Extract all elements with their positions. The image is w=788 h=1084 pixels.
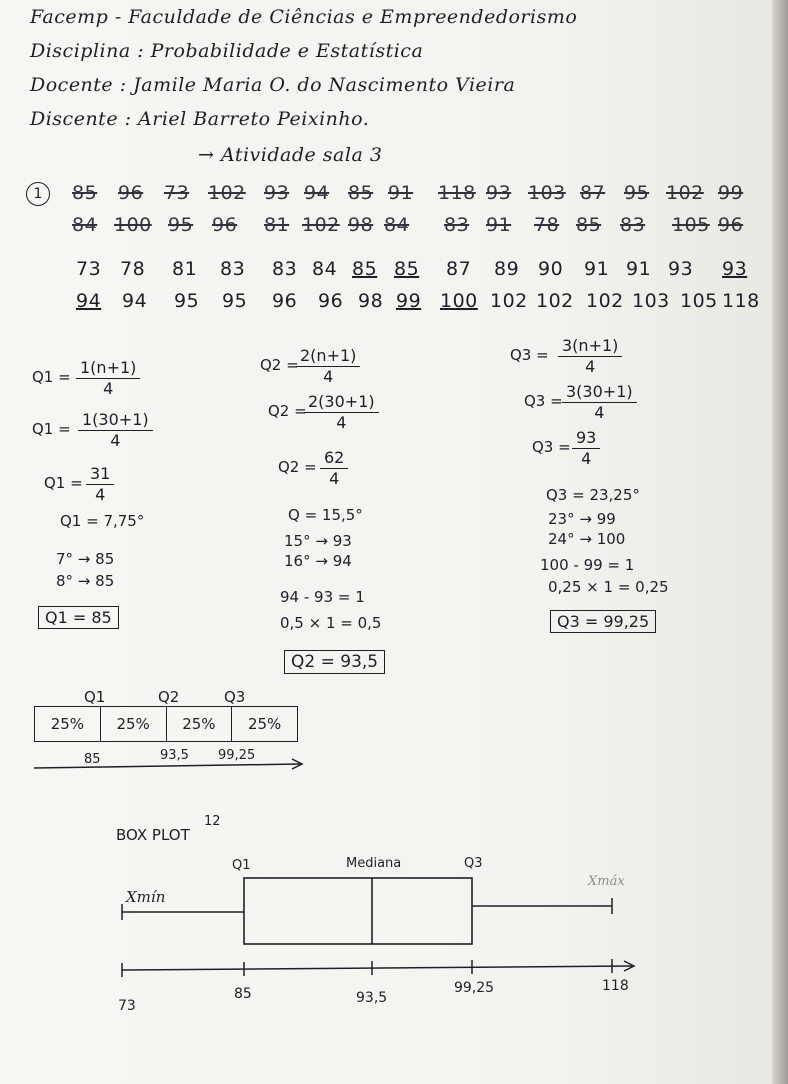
sorted-value: 98 <box>358 290 384 312</box>
q3-pos-23: 23° → 99 <box>548 510 616 528</box>
boxplot-box <box>244 878 472 944</box>
header-discipline: Disciplina : Probabilidade e Estatística <box>30 40 424 62</box>
raw-value: 85 <box>576 214 602 236</box>
raw-value: 103 <box>528 182 566 204</box>
q1-formula-fraction: $\frac{1(n+1)}{4}$ <box>76 358 140 398</box>
sorted-value: 103 <box>632 290 670 312</box>
header-teacher: Docente : Jamile Maria O. do Nascimento Vieira <box>30 74 516 96</box>
header-student: Discente : Ariel Barreto Peixinho. <box>30 108 370 130</box>
q1-result: Q1 = 85 <box>38 606 119 629</box>
raw-value: 96 <box>118 182 144 204</box>
q2-substitution-lhs: Q2 = <box>268 402 307 420</box>
boxplot-title: BOX PLOT <box>116 826 190 844</box>
table-value-q3: 99,25 <box>218 748 256 763</box>
sorted-value: 91 <box>626 258 652 280</box>
table-label-q3: Q3 <box>224 688 246 706</box>
raw-value: 78 <box>534 214 560 236</box>
boxplot-label-xmin: Xmín <box>126 888 166 906</box>
sorted-value: 95 <box>174 290 200 312</box>
raw-value: 96 <box>718 214 744 236</box>
raw-value: 100 <box>114 214 152 236</box>
sorted-value: 83 <box>272 258 298 280</box>
boxplot-tick-label: 93,5 <box>356 990 388 1006</box>
sorted-value: 83 <box>220 258 246 280</box>
raw-value: 91 <box>388 182 414 204</box>
q2-result: Q2 = 93,5 <box>284 650 385 674</box>
q2-pos-16: 16° → 94 <box>284 552 352 570</box>
table-label-q2: Q2 <box>158 688 180 706</box>
q3-formula-fraction: $\frac{3(n+1)}{4}$ <box>558 336 622 376</box>
activity-title: → Atividade sala 3 <box>198 144 383 166</box>
raw-value: 95 <box>168 214 194 236</box>
q1-position: Q1 = 7,75° <box>60 512 145 530</box>
q1-substitution-lhs: Q1 = <box>32 420 71 438</box>
sorted-value: 93 <box>722 258 748 280</box>
raw-value: 102 <box>208 182 246 204</box>
sorted-value: 102 <box>586 290 624 312</box>
q3-result: Q3 = 99,25 <box>550 610 656 633</box>
table-value-q2: 93,5 <box>160 748 189 763</box>
table-cell: 25% <box>35 707 101 741</box>
q2-substitution-fraction: $\frac{2(30+1)}{4}$ <box>304 392 379 432</box>
q2-position: Q = 15,5° <box>288 506 363 524</box>
sorted-value: 102 <box>536 290 574 312</box>
table-value-q1: 85 <box>84 752 101 767</box>
boxplot-tick-label: 99,25 <box>454 980 495 996</box>
sorted-value: 84 <box>312 258 338 280</box>
raw-value: 91 <box>486 214 512 236</box>
table-cell: 25% <box>247 715 282 733</box>
raw-value: 73 <box>164 182 190 204</box>
q3-simplified-fraction: $\frac{93}{4}$ <box>572 428 600 468</box>
q1-pos-7: 7° → 85 <box>56 550 115 568</box>
raw-value: 105 <box>672 214 710 236</box>
sorted-value: 118 <box>722 290 760 312</box>
raw-value: 102 <box>302 214 340 236</box>
q3-substitution-lhs: Q3 = <box>524 392 563 410</box>
q2-product: 0,5 × 1 = 0,5 <box>280 614 382 632</box>
sorted-value: 105 <box>680 290 718 312</box>
q1-simplified-lhs: Q1 = <box>44 474 83 492</box>
raw-value: 84 <box>72 214 98 236</box>
question-number: 1 <box>26 182 50 206</box>
sorted-value: 73 <box>76 258 102 280</box>
raw-value: 83 <box>620 214 646 236</box>
sorted-value: 87 <box>446 258 472 280</box>
q1-formula-lhs: Q1 = <box>32 368 71 386</box>
boxplot-axis <box>122 966 632 970</box>
sorted-value: 81 <box>172 258 198 280</box>
raw-value: 93 <box>486 182 512 204</box>
sorted-value: 100 <box>440 290 478 312</box>
table-cell: 25% <box>167 707 233 741</box>
raw-value: 118 <box>438 182 476 204</box>
sorted-value: 85 <box>352 258 378 280</box>
boxplot-label-q3: Q3 <box>464 856 483 871</box>
sorted-value: 95 <box>222 290 248 312</box>
sorted-value: 90 <box>538 258 564 280</box>
sorted-value: 78 <box>120 258 146 280</box>
sorted-value: 89 <box>494 258 520 280</box>
table-cell: 25% <box>101 707 167 741</box>
raw-value: 98 <box>348 214 374 236</box>
sorted-value: 85 <box>394 258 420 280</box>
raw-value: 81 <box>264 214 290 236</box>
boxplot-label-xmax: Xmáx <box>588 874 625 889</box>
boxplot-tick-label: 85 <box>234 986 252 1002</box>
q3-position: Q3 = 23,25° <box>546 486 640 504</box>
q3-pos-24: 24° → 100 <box>548 530 626 548</box>
q2-formula-lhs: Q2 = <box>260 356 299 374</box>
raw-value: 95 <box>624 182 650 204</box>
raw-value: 99 <box>718 182 744 204</box>
sorted-value: 96 <box>318 290 344 312</box>
sorted-value: 99 <box>396 290 422 312</box>
q2-formula-fraction: $\frac{2(n+1)}{4}$ <box>296 346 360 386</box>
sorted-value: 93 <box>668 258 694 280</box>
raw-value: 84 <box>384 214 410 236</box>
raw-value: 96 <box>212 214 238 236</box>
q2-difference: 94 - 93 = 1 <box>280 588 365 606</box>
sorted-value: 102 <box>490 290 528 312</box>
boxplot-side-note: 12 <box>204 814 221 829</box>
q2-simplified-lhs: Q2 = <box>278 458 317 476</box>
q3-formula-lhs: Q3 = <box>510 346 549 364</box>
q1-pos-8: 8° → 85 <box>56 572 115 590</box>
raw-value: 93 <box>264 182 290 204</box>
raw-value: 94 <box>304 182 330 204</box>
sorted-value: 94 <box>122 290 148 312</box>
sorted-value: 91 <box>584 258 610 280</box>
sorted-value: 96 <box>272 290 298 312</box>
q2-pos-15: 15° → 93 <box>284 532 352 550</box>
raw-value: 83 <box>444 214 470 236</box>
q3-product: 0,25 × 1 = 0,25 <box>548 578 669 596</box>
q1-simplified-fraction: $\frac{31}{4}$ <box>86 464 114 504</box>
boxplot-tick-label: 73 <box>118 998 136 1014</box>
q3-substitution-fraction: $\frac{3(30+1)}{4}$ <box>562 382 637 422</box>
q1-substitution-fraction: $\frac{1(30+1)}{4}$ <box>78 410 153 450</box>
table-label-q1: Q1 <box>84 688 106 706</box>
header-institution: Facemp - Faculdade de Ciências e Empreendedorismo <box>30 6 578 28</box>
boxplot-tick-label: 118 <box>602 978 629 994</box>
raw-value: 87 <box>580 182 606 204</box>
sorted-value: 94 <box>76 290 102 312</box>
raw-value: 102 <box>666 182 704 204</box>
q3-difference: 100 - 99 = 1 <box>540 556 635 574</box>
q2-simplified-fraction: $\frac{62}{4}$ <box>320 448 348 488</box>
boxplot-label-q1: Q1 <box>232 858 251 873</box>
raw-value: 85 <box>348 182 374 204</box>
q3-simplified-lhs: Q3 = <box>532 438 571 456</box>
raw-value: 85 <box>72 182 98 204</box>
boxplot-label-median: Mediana <box>346 856 402 871</box>
